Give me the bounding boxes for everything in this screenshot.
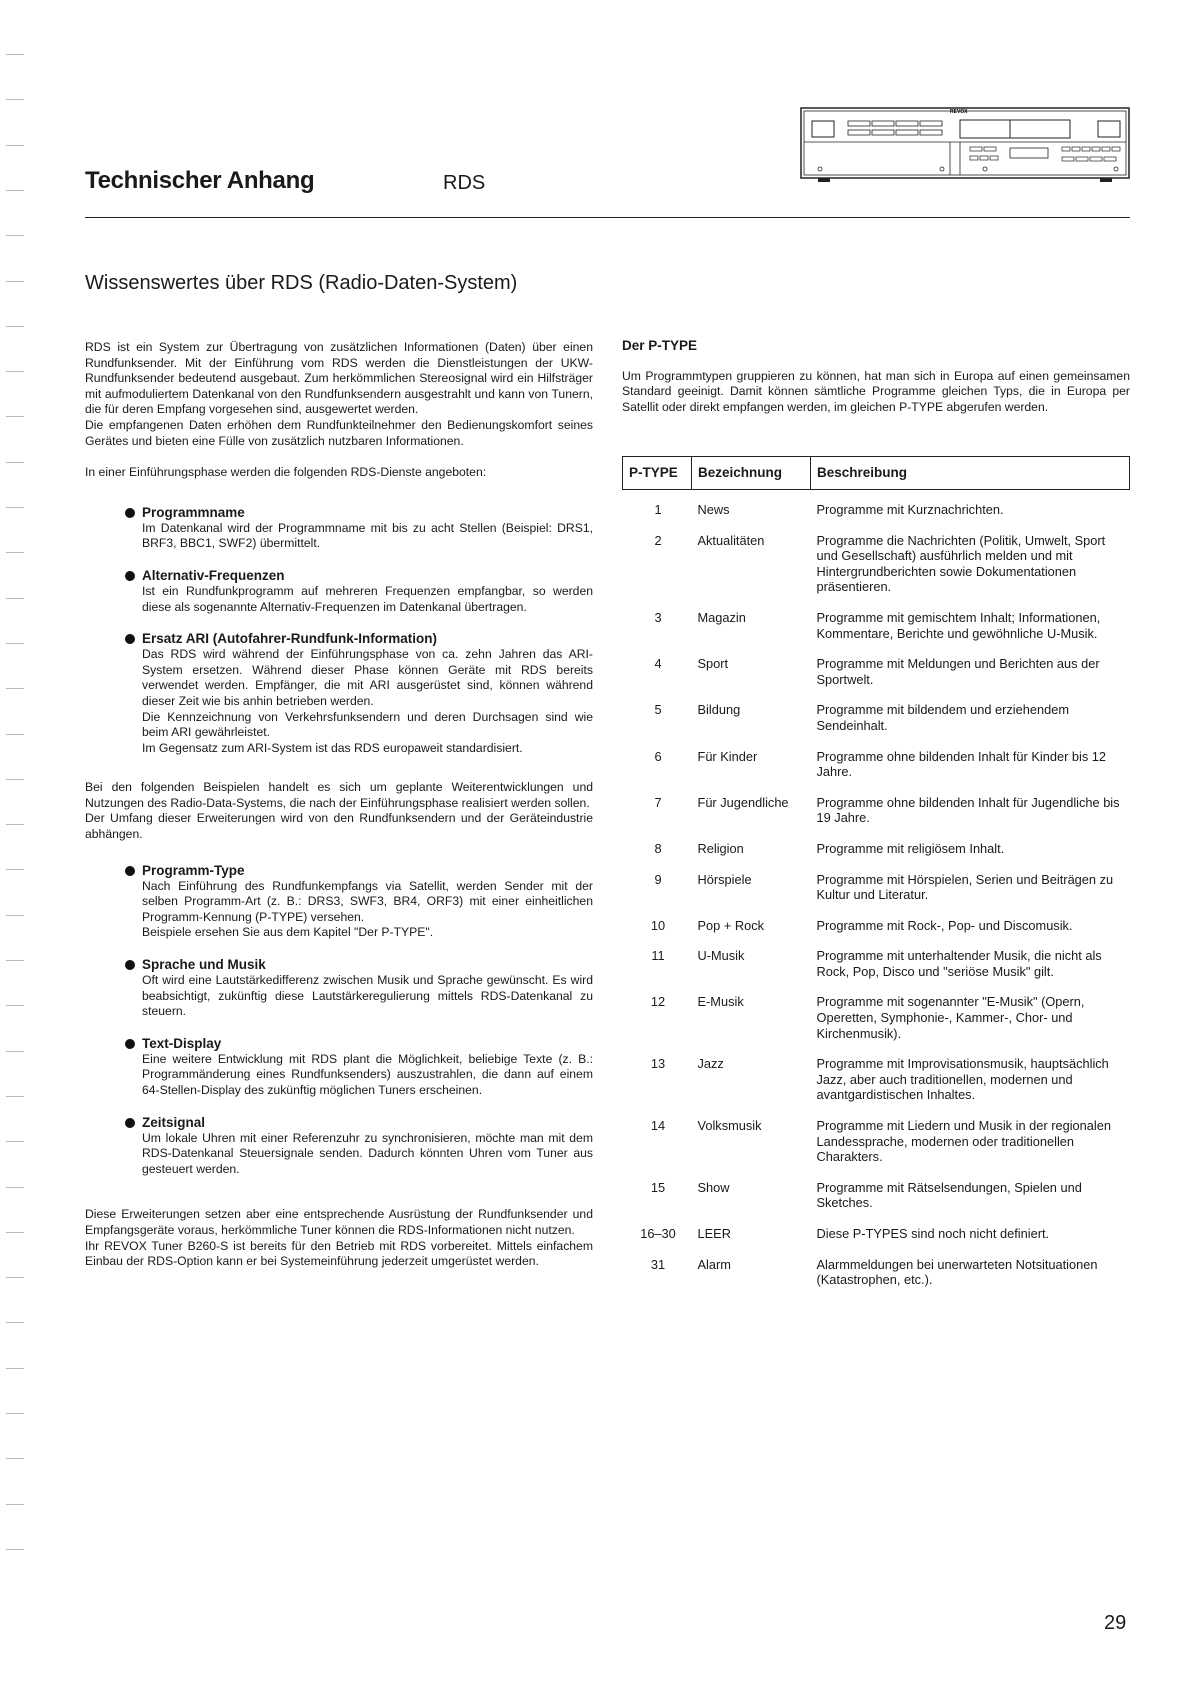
margin-tick-marks	[6, 54, 26, 1654]
table-row	[623, 994, 1130, 1056]
ptype-name: Für Jugendliche	[697, 794, 789, 810]
table-row	[623, 1056, 1130, 1118]
service-text: Im Datenkanal wird der Programmname mit bis zu acht Stellen (Beispiel: DRS1, BRF3, BBC1, SWF2) übermittelt.	[142, 520, 593, 551]
table-row	[623, 918, 1130, 949]
margin-tick	[6, 1141, 24, 1142]
table-row	[623, 1180, 1130, 1226]
ptype-number: 2	[654, 532, 662, 548]
ptype-description: Programme mit sogenannter "E-Musik" (Opern, Operetten, Symphonie-, Kammer-, Chor- und Kirchenmusik).	[816, 994, 1085, 1041]
future-item	[85, 1115, 593, 1178]
ptype-description: Programme mit unterhaltender Musik, die nicht als Rock, Pop, Disco und "seriöse Musik" gilt.	[816, 948, 1102, 979]
table-row	[623, 872, 1130, 918]
table-row	[623, 1118, 1130, 1180]
margin-tick	[6, 371, 24, 372]
ptype-number: 10	[650, 917, 666, 933]
ptype-description: Programme mit Rock-, Pop- und Discomusik.	[816, 917, 1073, 933]
margin-tick	[6, 1549, 24, 1550]
margin-tick	[6, 1504, 24, 1505]
ptype-number: 15	[650, 1179, 666, 1195]
margin-tick	[6, 915, 24, 916]
margin-tick	[6, 1413, 24, 1414]
service-heading: Alternativ-Frequenzen	[142, 567, 285, 583]
future-text: Eine weitere Entwicklung mit RDS plant die Möglichkeit, beliebige Texte (z. B.: Programmänderung eines Rundfunksenders) auszustrahlen, die dann auf einem 64-Stellen-Display des zukünftig möglichen Tuners erscheinen.	[142, 1051, 593, 1097]
left-column	[85, 340, 593, 1270]
ptype-name: U-Musik	[697, 948, 745, 964]
ptype-name: Hörspiele	[697, 871, 752, 887]
ptype-description: Programme mit Liedern und Musik in der regionalen Landessprache, modernen oder traditionellen Charakters.	[816, 1118, 1111, 1165]
ptype-number: 5	[654, 702, 662, 718]
margin-tick	[6, 1051, 24, 1052]
margin-tick	[6, 779, 24, 780]
column-header-bezeichnung: Bezeichnung	[692, 457, 811, 490]
intro-paragraph: RDS ist ein System zur Übertragung von zusätzlichen Informationen (Daten) über einen Rundfunksender. Mit der Einführung vom RDS werden die Dienstleistungen der UKW-Rundfunksender bedeutend ausgebaut. Zum herkömmlichen Stereosignal wird ein Hilfsträger mit aufmoduliertem Datenkanal von den Rundfunksendern ausgestrahlt und kann von Tunern, die für deren Empfang vorgesehen sind, ausgewertet werden.	[85, 340, 593, 417]
margin-tick	[6, 552, 24, 553]
section-title: Wissenswertes über RDS (Radio-Daten-System)	[85, 272, 518, 294]
ptype-description: Programme mit bildendem und erziehendem Sendeinhalt.	[816, 702, 1070, 733]
ptype-name: Aktualitäten	[697, 532, 765, 548]
ptype-description: Programme mit gemischtem Inhalt; Informationen, Kommentare, Berichte und gewöhnliche U-Musik.	[816, 609, 1101, 641]
column-header-ptype: P-TYPE	[623, 457, 692, 490]
ptype-description: Programme ohne bildenden Inhalt für Jugendliche bis 19 Jahre.	[816, 794, 1120, 826]
margin-tick	[6, 598, 24, 599]
margin-tick	[6, 1277, 24, 1278]
intro-paragraph-2: Die empfangenen Daten erhöhen dem Rundfunkteilnehmer den Bedienungskomfort seines Gerätes und bieten eine Fülle von zusätzlich nutzbaren Informationen.	[85, 417, 593, 448]
margin-tick	[6, 99, 24, 100]
margin-tick	[6, 281, 24, 282]
table-row	[623, 702, 1130, 748]
page-subtitle: RDS	[443, 172, 486, 194]
table-row	[623, 795, 1130, 841]
service-heading: Programmname	[142, 504, 245, 520]
ptype-name: Bildung	[697, 702, 741, 718]
margin-tick	[6, 960, 24, 961]
bullet-icon	[125, 634, 135, 644]
table-row	[623, 749, 1130, 795]
table-body	[623, 490, 1130, 1303]
margin-tick	[6, 1187, 24, 1188]
ptype-description: Programme mit Hörspielen, Serien und Beiträgen zu Kultur und Literatur.	[816, 871, 1114, 903]
margin-tick	[6, 507, 24, 508]
ptype-description: Programme mit Rätselsendungen, Spielen und Sketches.	[816, 1179, 1082, 1211]
bullet-icon	[125, 866, 135, 876]
future-text: Um lokale Uhren mit einer Referenzuhr zu synchronisieren, möchte man mit dem RDS-Datenkanal Steuersignale senden. Dadurch könnten Uhren vom Tuner aus gesteuert werden.	[142, 1130, 593, 1176]
future-heading: Programm-Type	[142, 862, 245, 878]
revox-logo: REVOX	[950, 109, 968, 115]
future-heading: Sprache und Musik	[142, 957, 266, 973]
service-heading: Ersatz ARI (Autofahrer-Rundfunk-Information)	[142, 631, 437, 647]
ptype-description: Programme mit religiösem Inhalt.	[816, 840, 1005, 856]
ptype-table	[622, 456, 1130, 1303]
ptype-description: Programme mit Meldungen und Berichten aus der Sportwelt.	[816, 656, 1100, 687]
margin-tick	[6, 869, 24, 870]
future-intro: Bei den folgenden Beispielen handelt es sich um geplante Weiterentwicklungen und Nutzungen des Radio-Data-Systems, die nach der Einführungsphase realisiert werden sollen.	[85, 780, 593, 810]
ptype-description: Programme ohne bildenden Inhalt für Kinder bis 12 Jahre.	[816, 748, 1107, 780]
ptype-name: Religion	[697, 840, 744, 856]
ptype-name: E-Musik	[697, 994, 744, 1010]
page-number: 29	[1104, 1612, 1127, 1634]
service-text: Die Kennzeichnung von Verkehrsfunksendern und deren Durchsagen sind wie beim ARI gewährleistet.	[142, 709, 593, 740]
ptype-name: LEER	[697, 1226, 731, 1241]
ptype-number: 16–30	[640, 1226, 676, 1241]
service-text: Im Gegensatz zum ARI-System ist das RDS europaweit standardisiert.	[142, 740, 523, 755]
closing-paragraph-2: Ihr REVOX Tuner B260-S ist bereits für den Betrieb mit RDS vorbereitet. Mittels einfachem Einbau der RDS-Option kann er bei Systemeinführung jederzeit umgerüstet werden.	[85, 1238, 593, 1269]
ptype-description: Programme mit Kurznachrichten.	[816, 502, 1004, 517]
margin-tick	[6, 1458, 24, 1459]
margin-tick	[6, 1005, 24, 1006]
service-text: Ist ein Rundfunkprogramm auf mehreren Frequenzen empfangbar, so werden diese als sogenannte Alternativ-Frequenzen im Datenkanal übertragen.	[142, 583, 593, 614]
table-row	[623, 948, 1130, 994]
ptype-name: Sport	[697, 656, 729, 672]
service-item	[85, 631, 593, 756]
ptype-number: 12	[650, 994, 666, 1010]
margin-tick	[6, 326, 24, 327]
margin-tick	[6, 824, 24, 825]
table-row	[623, 490, 1130, 533]
ptype-name: Alarm	[697, 1256, 731, 1272]
tuner-device-illustration	[800, 107, 1130, 189]
ptype-name: News	[697, 502, 730, 517]
service-item	[85, 505, 593, 552]
ptype-description: Diese P-TYPES sind noch nicht definiert.	[816, 1226, 1050, 1241]
bullet-icon	[125, 1118, 135, 1128]
table-row	[623, 656, 1130, 702]
margin-tick	[6, 462, 24, 463]
table-header-row	[623, 457, 1130, 490]
ptype-number: 4	[654, 656, 662, 672]
ptype-description: Programme mit Improvisationsmusik, hauptsächlich Jazz, aber auch traditionellen, modernen und avantgardistischen Inhaltes.	[816, 1056, 1109, 1103]
future-intro-2: Der Umfang dieser Erweiterungen wird von den Rundfunksendern und der Geräteindustrie abhängen.	[85, 811, 593, 842]
margin-tick	[6, 416, 24, 417]
margin-tick	[6, 190, 24, 191]
ptype-intro: Um Programmtypen gruppieren zu können, hat man sich in Europa auf einen gemeinsamen Standard geeinigt. Damit können sämtliche Programme gleichen Typs, die in Europa per Satellit oder direkt empfangen werden, im gleichen P-TYPE abgerufen werden.	[622, 368, 1130, 414]
ptype-number: 3	[654, 609, 662, 625]
future-item	[85, 863, 593, 941]
margin-tick	[6, 734, 24, 735]
table-row	[623, 1226, 1130, 1257]
ptype-number: 14	[650, 1118, 666, 1134]
ptype-number: 13	[650, 1056, 666, 1072]
margin-tick	[6, 1096, 24, 1097]
future-text: Beispiele ersehen Sie aus dem Kapitel "Der P-TYPE".	[142, 925, 434, 940]
bullet-icon	[125, 571, 135, 581]
ptype-number: 6	[654, 748, 662, 764]
margin-tick	[6, 235, 24, 236]
bullet-icon	[125, 508, 135, 518]
ptype-heading: Der P-TYPE	[622, 338, 698, 353]
ptype-description: Alarmmeldungen bei unerwarteten Notsituationen (Katastrophen, etc.).	[816, 1256, 1098, 1288]
ptype-name: Pop + Rock	[697, 917, 765, 933]
table-row	[623, 610, 1130, 656]
future-heading: Zeitsignal	[142, 1114, 206, 1130]
ptype-number: 1	[654, 502, 662, 517]
future-text: Nach Einführung des Rundfunkempfangs via Satellit, werden Sender mit der selben Programm-Art (z. B.: DRS3, SWF3, BR4, ORF3) mit einer einheitlichen Programm-Kennung (P-TYPE) versehen.	[142, 878, 593, 924]
table-row	[623, 841, 1130, 872]
margin-tick	[6, 1322, 24, 1323]
margin-tick	[6, 145, 24, 146]
margin-tick	[6, 643, 24, 644]
margin-tick	[6, 688, 24, 689]
ptype-name: Magazin	[697, 609, 746, 625]
margin-tick	[6, 1232, 24, 1233]
ptype-name: Für Kinder	[697, 748, 758, 764]
future-heading: Text-Display	[142, 1035, 222, 1051]
service-item	[85, 568, 593, 615]
ptype-number: 8	[654, 840, 662, 856]
future-item	[85, 1036, 593, 1099]
service-text: Das RDS wird während der Einführungsphase von ca. zehn Jahren das ARI-System ersetzen. Während dieser Phase können Geräte mit RDS bereits verwendet werden. Empfänger, die mit ARI ausgerüstet sind, können während dieser Zeit wie bis anhin betrieben werden.	[142, 647, 593, 708]
ptype-name: Volksmusik	[697, 1118, 762, 1134]
future-text: Oft wird eine Lautstärkedifferenz zwischen Musik und Sprache gewünscht. Es wird beabsichtigt, zukünftig diese Lautstärkeregulierung mittels RDS-Datenkanal zu steuern.	[142, 973, 593, 1019]
closing-paragraph: Diese Erweiterungen setzen aber eine entsprechende Ausrüstung der Rundfunksender und Empfangsgeräte voraus, herkömmliche Tuner können die RDS-Informationen nicht nutzen.	[85, 1207, 593, 1237]
header-rule	[85, 217, 1130, 218]
bullet-icon	[125, 1039, 135, 1049]
table-row	[623, 1257, 1130, 1303]
right-column	[622, 338, 1130, 1288]
page-title: Technischer Anhang	[85, 167, 315, 194]
margin-tick	[6, 1368, 24, 1369]
table-row	[623, 533, 1130, 610]
ptype-name: Jazz	[697, 1056, 724, 1072]
future-item	[85, 957, 593, 1020]
ptype-name: Show	[697, 1179, 730, 1195]
margin-tick	[6, 54, 24, 55]
future-list	[85, 863, 593, 1178]
ptype-description: Programme die Nachrichten (Politik, Umwelt, Sport und Gesellschaft) ausführlich melden und mit Hintergrundberichten sowie Dokumentationen präsentieren.	[816, 532, 1106, 595]
column-header-beschreibung: Beschreibung	[811, 457, 1130, 490]
services-lead: In einer Einführungsphase werden die folgenden RDS-Dienste angeboten:	[85, 465, 487, 480]
ptype-number: 9	[654, 871, 662, 887]
ptype-number: 7	[654, 794, 662, 810]
ptype-number: 31	[650, 1256, 666, 1272]
bullet-icon	[125, 960, 135, 970]
services-list	[85, 505, 593, 757]
ptype-number: 11	[651, 948, 665, 964]
